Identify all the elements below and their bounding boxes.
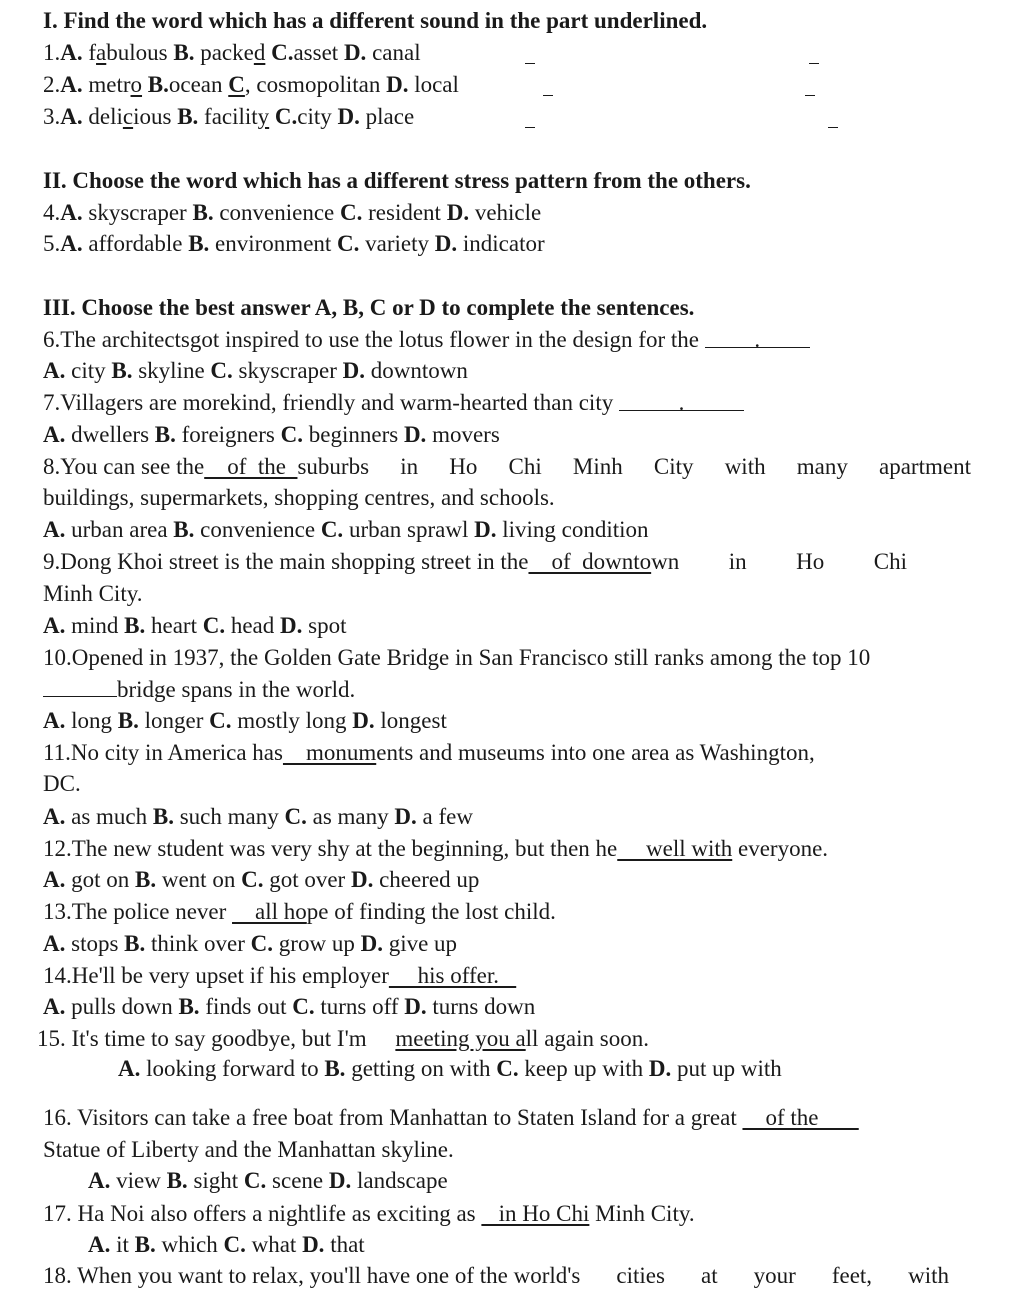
question-13: 13.The police never all hope of finding the lost child. [43,899,556,924]
question-12: 12.The new student was very shy at the beginning, but then he well with everyone. [43,836,829,861]
section-1-title: I. Find the word which has a different sound in the part underlined. [43,8,708,33]
question-11-line-2: DC. [43,771,81,796]
answer-mark [525,63,535,64]
question-7: 7.Villagers are morekind, friendly and warm-hearted than city . [43,388,744,418]
question-1: 1.A. fabulous B. packed C.asset D. canal [43,40,421,65]
question-2: 2.A. metro B.ocean C, cosmopolitan D. local [43,72,459,97]
answer-blank: . [619,388,744,411]
question-5: 5.A. affordable B. environment C. variety D. indicator [43,231,545,256]
question-9-line-2: Minh City. [43,581,143,606]
question-3: 3.A. delicious B. facility C.city D. place [43,104,415,129]
question-8: 8.You can see the of the suburbs in Ho Chi Minh City with many apartment [43,454,971,479]
question-15-options: A. looking forward to B. getting on with C. keep up with D. put up with [118,1056,782,1081]
question-10: 10.Opened in 1937, the Golden Gate Bridge in San Francisco still ranks among the top 10 [43,645,871,670]
question-13-options: A. stops B. think over C. grow up D. give up [43,931,458,956]
answer-mark [543,95,553,96]
question-7-options: A. dwellers B. foreigners C. beginners D. movers [43,422,500,447]
question-14: 14.He'll be very upset if his employer his offer. [43,963,517,988]
question-4: 4.A. skyscraper B. convenience C. resident D. vehicle [43,200,542,225]
question-16: 16. Visitors can take a free boat from Manhattan to Staten Island for a great of the [43,1105,859,1130]
question-8-line-2: buildings, supermarkets, shopping centres, and schools. [43,485,555,510]
question-9: 9.Dong Khoi street is the main shopping street in the of downtown in Ho Chi [43,549,907,574]
answer-blank [43,674,117,697]
question-15: 15. It's time to say goodbye, but I'm meeting you all again soon. [37,1026,649,1051]
question-17-options: A. it B. which C. what D. that [88,1232,365,1257]
section-3-title: III. Choose the best answer A, B, C or D to complete the sentences. [43,295,695,320]
question-12-options: A. got on B. went on C. got over D. cheered up [43,867,480,892]
answer-mark [809,63,819,64]
question-8-options: A. urban area B. convenience C. urban sprawl D. living condition [43,517,649,542]
question-16-line-2: Statue of Liberty and the Manhattan skyline. [43,1137,454,1162]
section-2-title: II. Choose the word which has a different stress pattern from the others. [43,168,751,193]
question-17: 17. Ha Noi also offers a nightlife as exciting as in Ho Chi Minh City. [43,1201,695,1226]
answer-mark [828,127,838,128]
question-18: 18. When you want to relax, you'll have one of the world's cities at your feet, with [43,1263,949,1288]
answer-mark [525,127,535,128]
question-6-options: A. city B. skyline C. skyscraper D. downtown [43,358,468,383]
answer-blank: . [705,325,810,348]
question-11: 11.No city in America has monuments and museums into one area as Washington, [43,740,815,765]
question-6: 6.The architectsgot inspired to use the lotus flower in the design for the . [43,325,810,355]
question-11-options: A. as much B. such many C. as many D. a few [43,804,473,829]
question-9-options: A. mind B. heart C. head D. spot [43,613,347,638]
question-10-line-2: bridge spans in the world. [43,674,355,705]
answer-mark [805,95,815,96]
question-16-options: A. view B. sight C. scene D. landscape [88,1168,448,1193]
question-10-options: A. long B. longer C. mostly long D. longest [43,708,447,733]
question-14-options: A. pulls down B. finds out C. turns off D. turns down [43,994,536,1019]
